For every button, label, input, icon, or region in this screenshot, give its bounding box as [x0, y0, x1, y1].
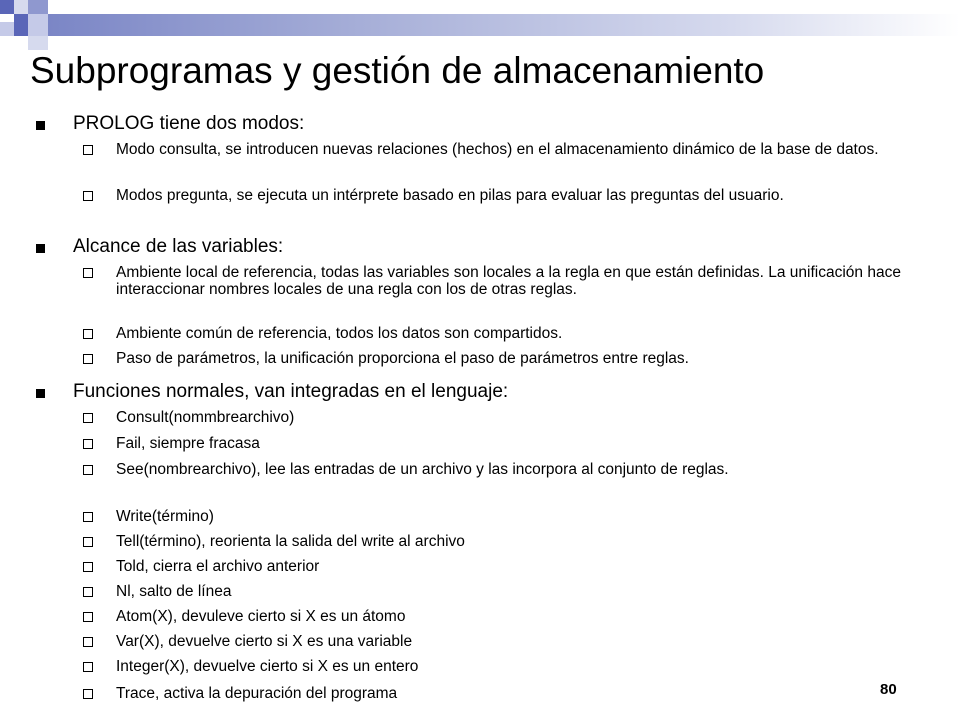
- bullet-text: See(nombrearchivo), lee las entradas de un archivo y las incorpora al conjunto de reglas.: [116, 461, 729, 478]
- hollow-square-bullet-icon: [83, 465, 93, 475]
- bullet-text: Modos pregunta, se ejecuta un intérprete basado en pilas para evaluar las preguntas del usuario.: [116, 187, 784, 204]
- hollow-square-bullet-icon: [83, 354, 93, 364]
- hollow-square-bullet-icon: [83, 145, 93, 155]
- hollow-square-bullet-icon: [83, 612, 93, 622]
- hollow-square-bullet-icon: [83, 562, 93, 572]
- bullet-text: Integer(X), devuelve cierto si X es un entero: [116, 658, 419, 675]
- bullet-text: Nl, salto de línea: [116, 583, 232, 600]
- bullet-text: PROLOG tiene dos modos:: [73, 113, 305, 134]
- hollow-square-bullet-icon: [83, 413, 93, 423]
- bullet-text: Tell(término), reorienta la salida del write al archivo: [116, 533, 465, 550]
- square-bullet-icon: [36, 389, 45, 398]
- bullet-text: Alcance de las variables:: [73, 236, 284, 257]
- hollow-square-bullet-icon: [83, 537, 93, 547]
- bullet-text: Trace, activa la depuración del programa: [116, 685, 398, 702]
- hollow-square-bullet-icon: [83, 512, 93, 522]
- hollow-square-bullet-icon: [83, 637, 93, 647]
- bullet-text: Told, cierra el archivo anterior: [116, 558, 320, 575]
- hollow-square-bullet-icon: [83, 689, 93, 699]
- square-bullet-icon: [36, 244, 45, 253]
- bullet-text: Atom(X), devuleve cierto si X es un átomo: [116, 608, 406, 625]
- hollow-square-bullet-icon: [83, 268, 93, 278]
- bullet-text: Consult(nommbrearchivo): [116, 409, 295, 426]
- bullet-text: Paso de parámetros, la unificación proporciona el paso de parámetros entre reglas.: [116, 350, 689, 367]
- hollow-square-bullet-icon: [83, 329, 93, 339]
- hollow-square-bullet-icon: [83, 439, 93, 449]
- bullet-text: Ambiente común de referencia, todos los datos son compartidos.: [116, 325, 563, 342]
- page-number: 80: [880, 681, 897, 698]
- hollow-square-bullet-icon: [83, 191, 93, 201]
- bullet-text: Write(término): [116, 508, 214, 525]
- bullet-text: Var(X), devuelve cierto si X es una variable: [116, 633, 413, 650]
- hollow-square-bullet-icon: [83, 587, 93, 597]
- bullet-text: Modo consulta, se introducen nuevas relaciones (hechos) en el almacenamiento dinámico de la base de datos.: [116, 141, 879, 158]
- hollow-square-bullet-icon: [83, 662, 93, 672]
- bullet-text: Fail, siempre fracasa: [116, 435, 260, 452]
- bullet-text: Ambiente local de referencia, todas las variables son locales a la regla en que están definidas. La unificación hace interaccionar nombres locales de una regla con los de otras reglas.: [116, 264, 901, 298]
- slide-title: Subprogramas y gestión de almacenamiento: [30, 50, 765, 91]
- bullet-text: Funciones normales, van integradas en el lenguaje:: [73, 381, 509, 402]
- square-bullet-icon: [36, 121, 45, 130]
